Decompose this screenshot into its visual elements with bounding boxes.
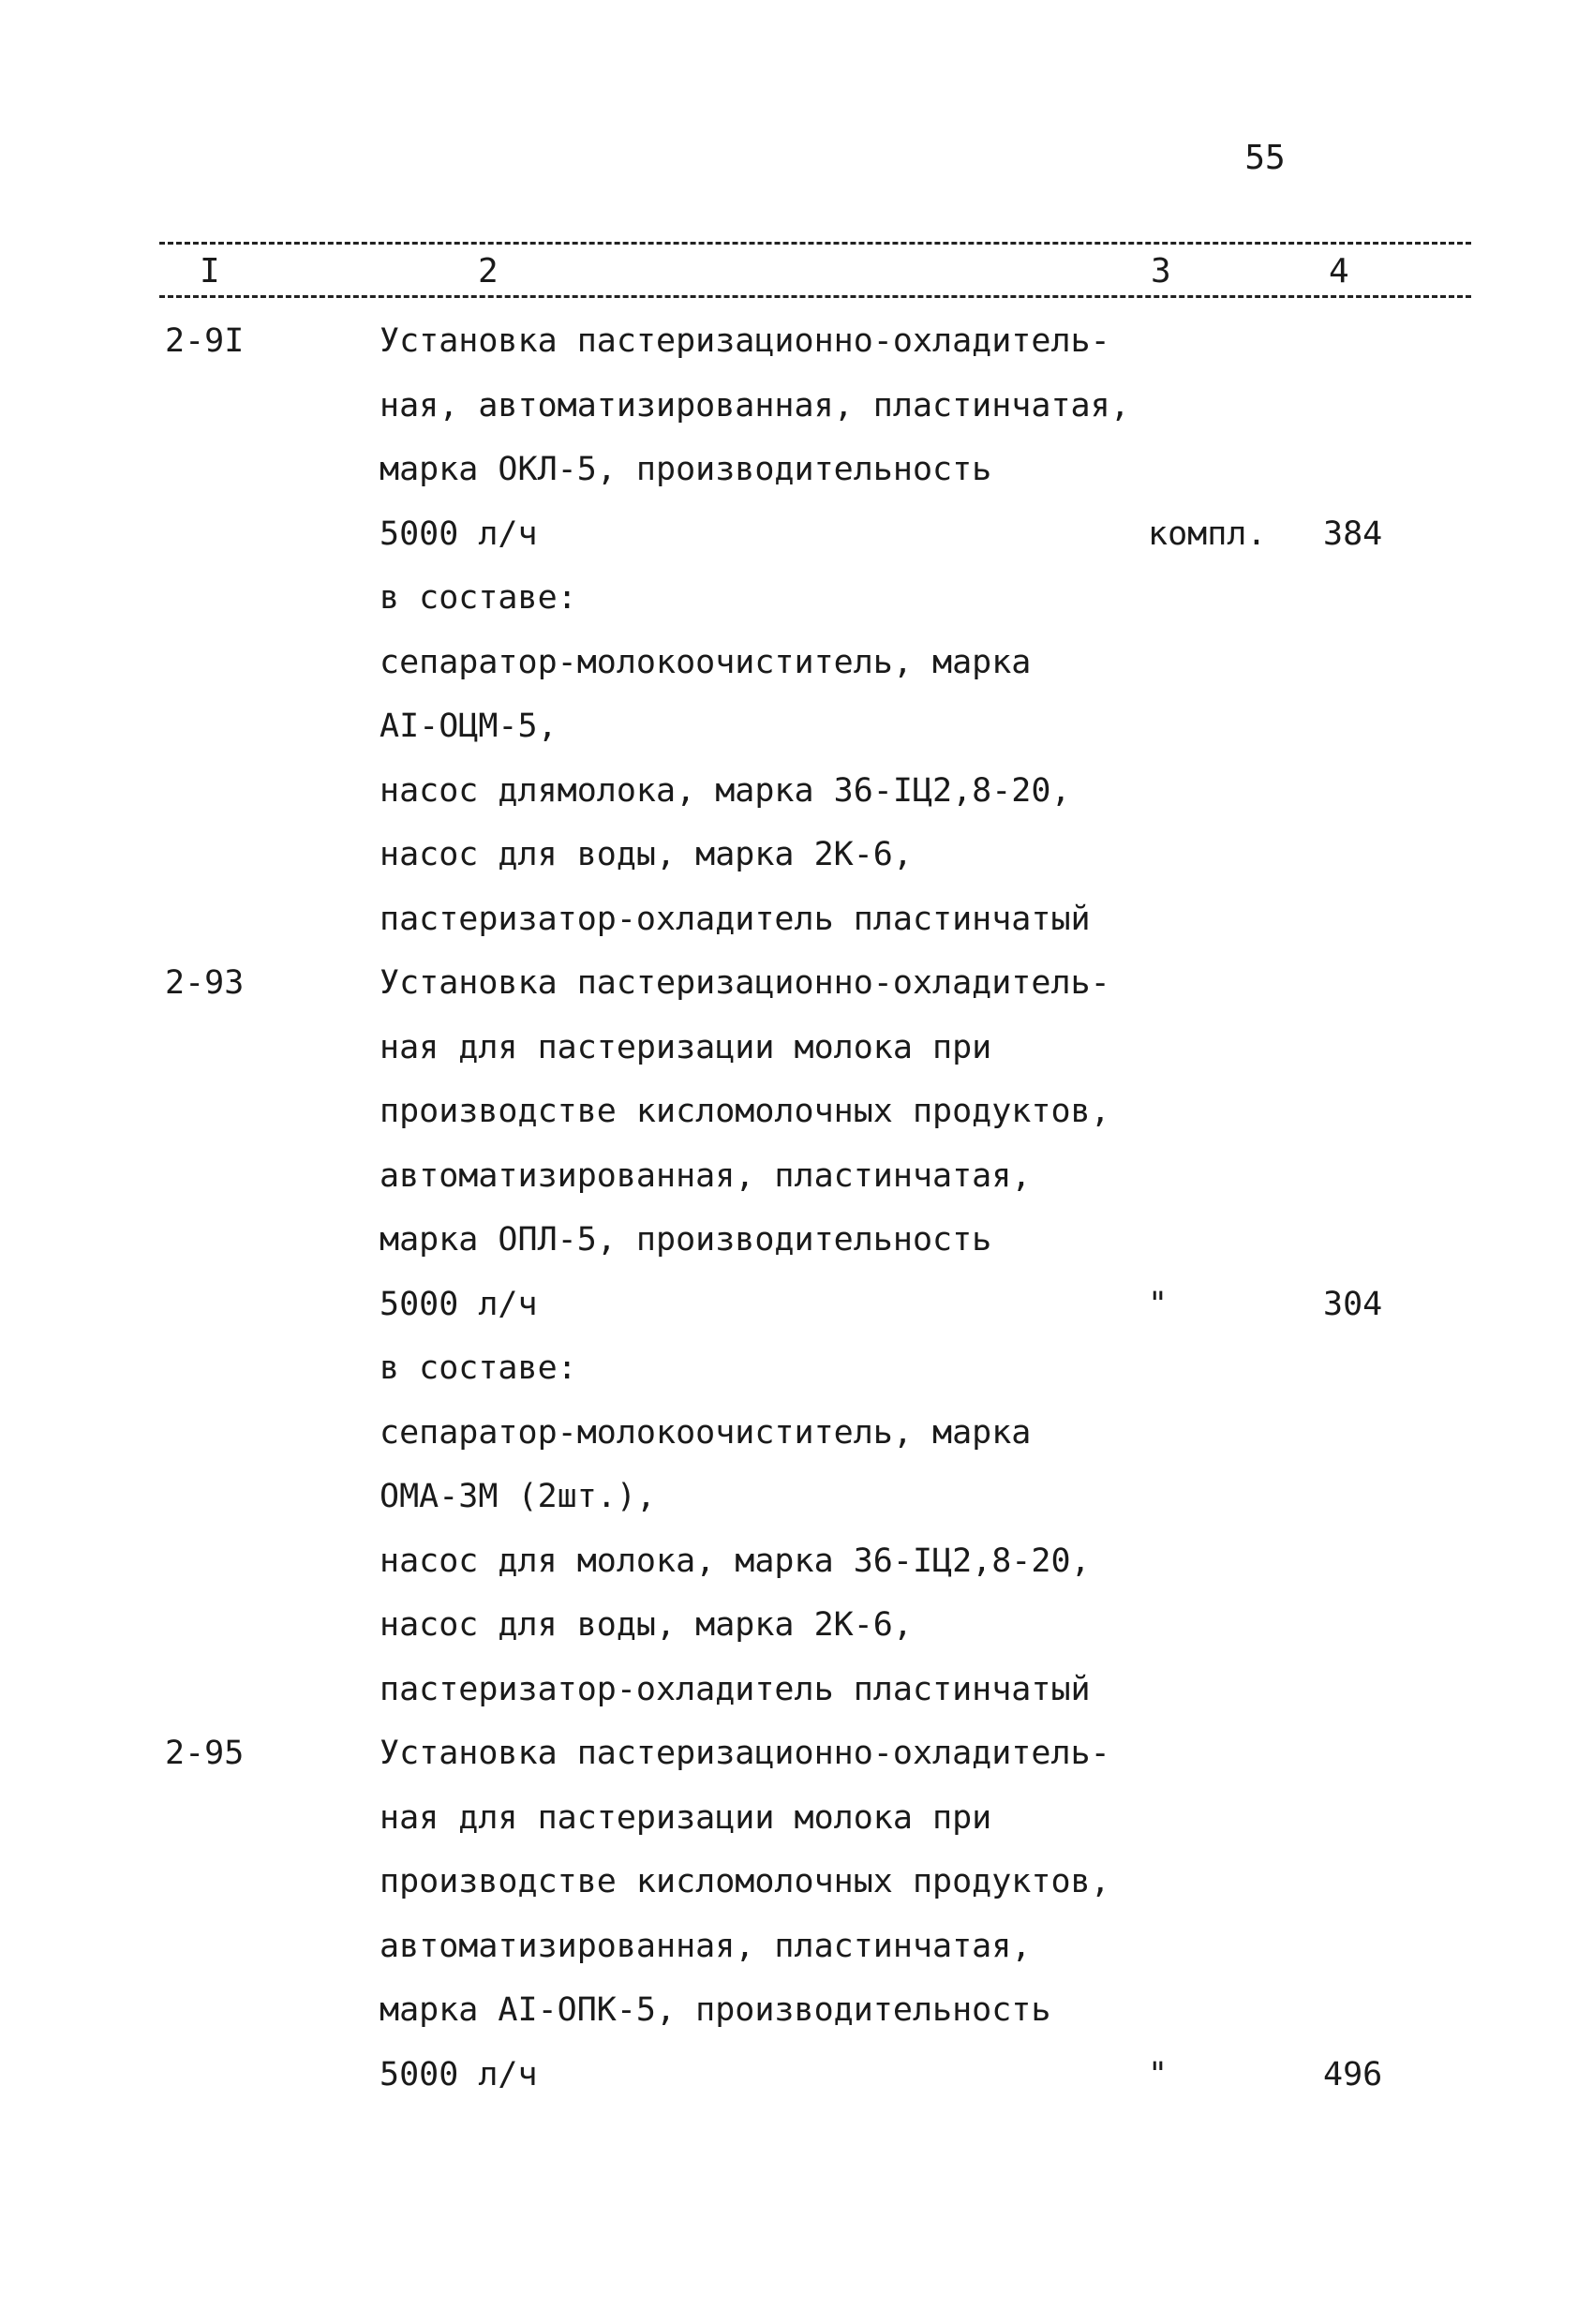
table-row: [0, 1144, 1593, 1208]
table-row: [0, 438, 1593, 501]
table-row: [0, 1208, 1593, 1272]
cell-description: автоматизированная, пластинчатая,: [380, 1928, 1032, 1965]
table-row: [0, 1016, 1593, 1080]
cell-unit: ": [1148, 1286, 1169, 1323]
table-row: [0, 1336, 1593, 1400]
table-row: [0, 1529, 1593, 1593]
table-row: [0, 2043, 1593, 2107]
table-row: [0, 1401, 1593, 1465]
cell-description: сепаратор-молокоочиститель, марка: [380, 1414, 1032, 1452]
header-rule-top: [159, 242, 1471, 245]
cell-description: насос длямолока, марка 36-IЦ2,8-20,: [380, 772, 1071, 810]
header-rule-bottom: [159, 295, 1471, 298]
cell-description: пастеризатор-охладитель пластинчатый: [380, 901, 1091, 938]
table-row: [0, 1658, 1593, 1721]
cell-description: Установка пастеризационно-охладитель-: [380, 964, 1110, 1002]
page-number: 55: [1244, 139, 1286, 177]
header-col-4: 4: [1329, 252, 1349, 290]
cell-description: сепаратор-молокоочиститель, марка: [380, 644, 1032, 681]
cell-description: ОМА-3М (2шт.),: [380, 1478, 657, 1515]
cell-unit: ": [1148, 2056, 1169, 2093]
cell-description: Установка пастеризационно-охладитель-: [380, 1735, 1110, 1772]
table-row: [0, 1273, 1593, 1336]
cell-description: марка АI-ОПК-5, производительность: [380, 1991, 1051, 2029]
cell-description: в составе:: [380, 1349, 577, 1387]
table-row: [0, 951, 1593, 1015]
cell-description: пастеризатор-охладитель пластинчатый: [380, 1671, 1091, 1708]
table-row: [0, 309, 1593, 373]
cell-description: 5000 л/ч: [380, 1286, 538, 1323]
table-row: [0, 631, 1593, 694]
table-row: [0, 502, 1593, 566]
cell-description: 5000 л/ч: [380, 2056, 538, 2093]
cell-code: 2-93: [165, 964, 245, 1002]
table-row: [0, 566, 1593, 630]
table-row: [0, 694, 1593, 758]
table-row: [0, 1080, 1593, 1143]
cell-description: насос для воды, марка 2К-6,: [380, 836, 913, 873]
cell-description: в составе:: [380, 579, 577, 617]
cell-description: марка ОКЛ-5, производительность: [380, 451, 992, 488]
cell-unit: компл.: [1148, 515, 1267, 553]
table-row: [0, 1593, 1593, 1657]
cell-description: марка ОПЛ-5, производительность: [380, 1221, 992, 1259]
header-col-3: 3: [1151, 252, 1171, 290]
table-row: [0, 1850, 1593, 1914]
table-row: [0, 1914, 1593, 1978]
cell-description: АI-ОЦМ-5,: [380, 708, 558, 745]
cell-price: 496: [1323, 2056, 1383, 2093]
cell-description: ная для пастеризации молока при: [380, 1029, 992, 1066]
table-row: [0, 1465, 1593, 1528]
table-row: [0, 1786, 1593, 1850]
table-row: [0, 374, 1593, 438]
cell-description: производстве кисломолочных продуктов,: [380, 1093, 1110, 1130]
cell-description: производстве кисломолочных продуктов,: [380, 1863, 1110, 1900]
cell-code: 2-9I: [165, 322, 245, 360]
table-row: [0, 887, 1593, 951]
cell-code: 2-95: [165, 1735, 245, 1772]
cell-price: 384: [1323, 515, 1383, 553]
table-row: [0, 1721, 1593, 1785]
cell-description: 5000 л/ч: [380, 515, 538, 553]
table-row: [0, 759, 1593, 823]
cell-description: насос для молока, марка 36-IЦ2,8-20,: [380, 1542, 1091, 1580]
cell-description: ная для пастеризации молока при: [380, 1799, 992, 1837]
header-col-2: 2: [478, 252, 499, 290]
cell-description: Установка пастеризационно-охладитель-: [380, 322, 1110, 360]
cell-description: насос для воды, марка 2К-6,: [380, 1606, 913, 1644]
header-col-1: I: [200, 252, 220, 290]
cell-description: ная, автоматизированная, пластинчатая,: [380, 387, 1130, 425]
table-row: [0, 1978, 1593, 2042]
table-row: [0, 823, 1593, 886]
cell-description: автоматизированная, пластинчатая,: [380, 1157, 1032, 1195]
cell-price: 304: [1323, 1286, 1383, 1323]
